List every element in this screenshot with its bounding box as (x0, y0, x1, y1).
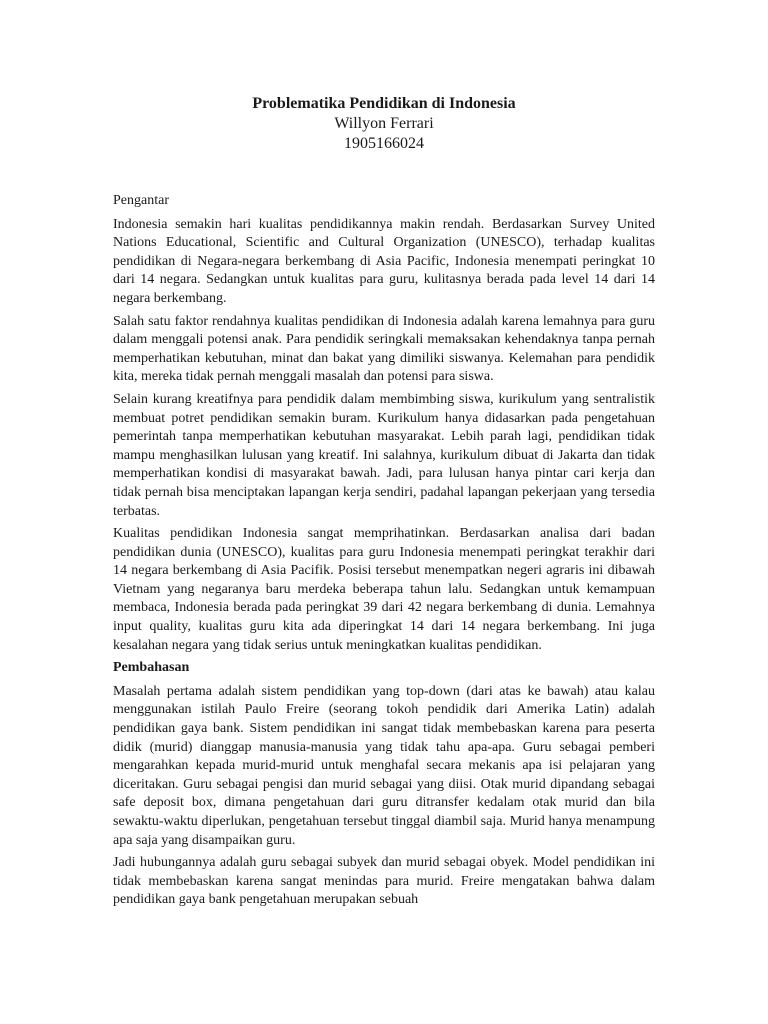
paragraph: Indonesia semakin hari kualitas pendidikannya makin rendah. Berdasarkan Survey United Nations Educational, Scientific and Cultural Organization (UNESCO), terhadap kualitas pendidikan di Negara-negara berkembang di Asia Pacific, Indonesia menempati peringkat 10 dari 14 negara. Sedangkan untuk kualitas para guru, kulitasnya berada pada level 14 dari 14 negara berkembang. (113, 216, 655, 306)
paragraph: Jadi hubungannya adalah guru sebagai subyek dan murid sebagai obyek. Model pendidikan ini tidak membebaskan karena sangat menindas para murid. Freire mengatakan bahwa dalam pendidikan gaya bank pengetahuan merupakan sebuah (113, 855, 655, 908)
paragraph: Salah satu faktor rendahnya kualitas pendidikan di Indonesia adalah karena lemahnya para guru dalam menggali potensi anak. Para pendidik seringkali memaksakan kehendaknya tanpa pernah memperhatikan kebutuhan, minat dan bakat yang dimiliki siswanya. Kelemahan para pendidik kita, mereka tidak pernah menggali masalah dan potensi para siswa. (113, 313, 655, 385)
author-name: Willyon Ferrari (334, 115, 434, 132)
section-pengantar (113, 192, 655, 655)
paragraph: Masalah pertama adalah sistem pendidikan yang top-down (dari atas ke bawah) atau kalau menggunakan istilah Paulo Freire (seorang tokoh pendidik dari Amerika Latin) adalah pendidikan gaya bank. Sistem pendidikan ini sangat tidak membebaskan karena para peserta didik (murid) dianggap manusia-manusia yang tidak tahu apa-apa. Guru sebagai pemberi mengarahkan kepada murid-murid untuk menghafal secara mekanis apa isi pelajaran yang diceritakan. Guru sebagai pengisi dan murid sebagai yang diisi. Otak murid dipandang sebagai safe deposit box, dimana pengetahuan dari guru ditransfer kedalam otak murid dan bila sewaktu-waktu diperlukan, pengetahuan tersebut tinggal diambil saja. Murid hanya menampung apa saja yang disampaikan guru. (113, 683, 655, 848)
title-block (0, 94, 768, 154)
document-title: Problematika Pendidikan di Indonesia (252, 95, 516, 112)
paragraph: Kualitas pendidikan Indonesia sangat memprihatinkan. Berdasarkan analisa dari badan pendidikan dunia (UNESCO), kualitas para guru Indonesia menempati peringkat terakhir dari 14 negara berkembang di Asia Pacifik. Posisi tersebut menempatkan negeri agraris ini dibawah Vietnam yang negaranya baru merdeka beberapa tahun lalu. Sedangkan untuk kemampuan membaca, Indonesia berada pada peringkat 39 dari 42 negara berkembang di dunia. Lemahnya input quality, kualitas guru kita ada diperingkat 14 dari 14 negara berkembang. Ini juga kesalahan negara yang tidak serius untuk meningkatkan kualitas pendidikan. (113, 526, 655, 653)
section-pembahasan (113, 659, 655, 910)
student-id: 1905166024 (344, 135, 424, 152)
section-heading: Pembahasan (113, 660, 190, 676)
section-heading: Pengantar (113, 193, 169, 208)
paragraph: Selain kurang kreatifnya para pendidik dalam membimbing siswa, kurikulum yang sentralistik membuat potret pendidikan semakin buram. Kurikulum hanya didasarkan pada pengetahuan pemerintah tanpa memperhatikan kebutuhan masyarakat. Lebih parah lagi, pendidikan tidak mampu menghasilkan lulusan yang kreatif. Ini salahnya, kurikulum dibuat di Jakarta dan tidak memperhatikan kondisi di masyarakat bawah. Jadi, para lulusan hanya pintar cari kerja dan tidak pernah bisa menciptakan lapangan kerja sendiri, padahal lapangan pekerjaan yang tersedia terbatas. (113, 391, 655, 519)
document-body (113, 192, 655, 914)
